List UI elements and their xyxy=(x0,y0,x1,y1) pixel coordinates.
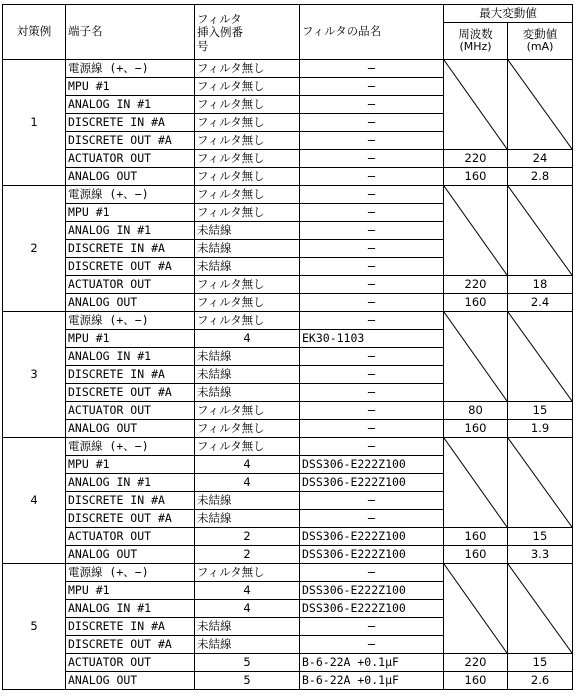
filter-part-name: DSS306-E222Z100 xyxy=(300,456,444,474)
terminal-name: ANALOG OUT xyxy=(66,546,195,564)
filter-example-no: フィルタ無し xyxy=(195,168,300,186)
change-value: 3.3 xyxy=(508,546,573,564)
filter-part-name: − xyxy=(300,60,444,78)
filter-part-name: B-6-22A +0.1μF xyxy=(300,672,444,690)
diag-change-value xyxy=(508,438,573,528)
measure-number: 5 xyxy=(3,564,66,690)
filter-example-no: 5 xyxy=(195,654,300,672)
change-value: 2.6 xyxy=(508,672,573,690)
change-value: 1.9 xyxy=(508,420,573,438)
terminal-name: ANALOG IN #1 xyxy=(66,600,195,618)
terminal-name: DISCRETE OUT #A xyxy=(66,384,195,402)
filter-example-no: 未結線 xyxy=(195,240,300,258)
measure-number: 1 xyxy=(3,60,66,186)
diag-change-value xyxy=(508,564,573,654)
filter-example-no: 未結線 xyxy=(195,258,300,276)
header-row xyxy=(3,5,573,23)
filter-part-name: DSS306-E222Z100 xyxy=(300,474,444,492)
filter-example-no: フィルタ無し xyxy=(195,564,300,582)
filter-example-no: 未結線 xyxy=(195,366,300,384)
table-row xyxy=(3,168,573,186)
terminal-name: ANALOG OUT xyxy=(66,294,195,312)
table-row xyxy=(3,546,573,564)
table-row xyxy=(3,420,573,438)
terminal-name: 電源線 (+、−) xyxy=(66,438,195,456)
terminal-name: DISCRETE OUT #A xyxy=(66,258,195,276)
header-terminal: 端子名 xyxy=(66,5,195,60)
terminal-name: MPU #1 xyxy=(66,330,195,348)
change-value: 15 xyxy=(508,654,573,672)
filter-part-name: DSS306-E222Z100 xyxy=(300,528,444,546)
terminal-name: ACTUATOR OUT xyxy=(66,402,195,420)
frequency-value: 80 xyxy=(444,402,508,420)
table-row xyxy=(3,528,573,546)
filter-example-no: フィルタ無し xyxy=(195,294,300,312)
filter-part-name: − xyxy=(300,384,444,402)
filter-part-name: DSS306-E222Z100 xyxy=(300,582,444,600)
terminal-name: MPU #1 xyxy=(66,456,195,474)
filter-example-no: 4 xyxy=(195,600,300,618)
diagonal-line xyxy=(508,312,572,401)
filter-part-name: B-6-22A +0.1μF xyxy=(300,654,444,672)
header-filter-no-line3: 号 xyxy=(197,38,209,53)
table-row xyxy=(3,564,573,582)
filter-example-no: 未結線 xyxy=(195,384,300,402)
terminal-name: 電源線 (+、−) xyxy=(66,312,195,330)
table-row xyxy=(3,402,573,420)
filter-part-name: − xyxy=(300,132,444,150)
terminal-name: ANALOG OUT xyxy=(66,672,195,690)
terminal-name: ACTUATOR OUT xyxy=(66,528,195,546)
change-value: 2.4 xyxy=(508,294,573,312)
filter-part-name: − xyxy=(300,402,444,420)
terminal-name: DISCRETE IN #A xyxy=(66,618,195,636)
change-value: 15 xyxy=(508,402,573,420)
header-change-value-unit: (mA) xyxy=(526,40,554,54)
table-row xyxy=(3,312,573,330)
filter-example-no: フィルタ無し xyxy=(195,96,300,114)
terminal-name: ANALOG OUT xyxy=(66,420,195,438)
filter-example-no: 未結線 xyxy=(195,222,300,240)
frequency-value: 160 xyxy=(444,528,508,546)
filter-example-no: 5 xyxy=(195,672,300,690)
header-frequency xyxy=(444,22,508,59)
filter-example-no: 未結線 xyxy=(195,618,300,636)
filter-example-no: フィルタ無し xyxy=(195,402,300,420)
table-row xyxy=(3,186,573,204)
diag-change-value xyxy=(508,312,573,402)
filter-part-name: DSS306-E222Z100 xyxy=(300,546,444,564)
change-value: 2.8 xyxy=(508,168,573,186)
header-filter-no-line1: フィルタ xyxy=(197,12,242,27)
header-max-change: 最大変動値 xyxy=(444,5,573,23)
filter-example-no: フィルタ無し xyxy=(195,132,300,150)
table-row xyxy=(3,150,573,168)
table-row xyxy=(3,438,573,456)
frequency-value: 220 xyxy=(444,654,508,672)
header-frequency-unit: (MHz) xyxy=(459,40,492,54)
frequency-value: 160 xyxy=(444,168,508,186)
diag-change-value xyxy=(508,60,573,150)
diagonal-line xyxy=(508,60,572,149)
change-value: 15 xyxy=(508,528,573,546)
change-value: 24 xyxy=(508,150,573,168)
terminal-name: 電源線 (+、−) xyxy=(66,564,195,582)
filter-part-name: − xyxy=(300,276,444,294)
header-change-value-label: 変動値 xyxy=(522,27,558,42)
diagonal-line xyxy=(444,312,507,401)
filter-example-no: 未結線 xyxy=(195,636,300,654)
filter-part-name: − xyxy=(300,240,444,258)
terminal-name: 電源線 (+、−) xyxy=(66,60,195,78)
filter-part-name: DSS306-E222Z100 xyxy=(300,600,444,618)
filter-part-name: − xyxy=(300,294,444,312)
measure-number: 2 xyxy=(3,186,66,312)
filter-example-no: フィルタ無し xyxy=(195,276,300,294)
document-page xyxy=(2,4,572,690)
terminal-name: ANALOG OUT xyxy=(66,168,195,186)
diagonal-line xyxy=(508,186,572,275)
filter-part-name: − xyxy=(300,564,444,582)
filter-part-name: − xyxy=(300,150,444,168)
filter-part-name: − xyxy=(300,492,444,510)
terminal-name: DISCRETE OUT #A xyxy=(66,636,195,654)
diag-frequency xyxy=(444,312,508,402)
measure-number: 4 xyxy=(3,438,66,564)
filter-part-name: − xyxy=(300,168,444,186)
change-value: 18 xyxy=(508,276,573,294)
terminal-name: ANALOG IN #1 xyxy=(66,96,195,114)
filter-example-no: フィルタ無し xyxy=(195,186,300,204)
filter-part-name: EK30-1103 xyxy=(300,330,444,348)
diagonal-line xyxy=(444,60,507,149)
terminal-name: ANALOG IN #1 xyxy=(66,348,195,366)
table-row xyxy=(3,276,573,294)
filter-example-no: 2 xyxy=(195,546,300,564)
diagonal-line xyxy=(444,438,507,527)
filter-part-name: − xyxy=(300,312,444,330)
terminal-name: DISCRETE OUT #A xyxy=(66,510,195,528)
filter-part-name: − xyxy=(300,114,444,132)
diag-frequency xyxy=(444,186,508,276)
diagonal-line xyxy=(508,438,572,527)
terminal-name: DISCRETE IN #A xyxy=(66,492,195,510)
filter-example-no: 4 xyxy=(195,330,300,348)
terminal-name: ACTUATOR OUT xyxy=(66,276,195,294)
filter-example-no: フィルタ無し xyxy=(195,60,300,78)
frequency-value: 220 xyxy=(444,276,508,294)
filter-part-name: − xyxy=(300,186,444,204)
frequency-value: 160 xyxy=(444,672,508,690)
table-row xyxy=(3,654,573,672)
filter-part-name: − xyxy=(300,348,444,366)
filter-example-no: 未結線 xyxy=(195,510,300,528)
table-row xyxy=(3,294,573,312)
terminal-name: DISCRETE IN #A xyxy=(66,240,195,258)
filter-part-name: − xyxy=(300,510,444,528)
diagonal-line xyxy=(444,564,507,653)
filter-part-name: − xyxy=(300,96,444,114)
header-measure: 対策例 xyxy=(3,5,66,60)
diag-change-value xyxy=(508,186,573,276)
terminal-name: DISCRETE IN #A xyxy=(66,114,195,132)
header-change-value xyxy=(508,22,573,59)
terminal-name: MPU #1 xyxy=(66,204,195,222)
frequency-value: 220 xyxy=(444,150,508,168)
table-body xyxy=(3,5,573,690)
terminal-name: DISCRETE IN #A xyxy=(66,366,195,384)
measure-number: 3 xyxy=(3,312,66,438)
frequency-value: 160 xyxy=(444,294,508,312)
filter-measures-table xyxy=(2,4,573,690)
filter-part-name: − xyxy=(300,222,444,240)
terminal-name: ANALOG IN #1 xyxy=(66,474,195,492)
terminal-name: ACTUATOR OUT xyxy=(66,654,195,672)
terminal-name: ANALOG IN #1 xyxy=(66,222,195,240)
filter-example-no: フィルタ無し xyxy=(195,204,300,222)
filter-example-no: フィルタ無し xyxy=(195,78,300,96)
filter-example-no: フィルタ無し xyxy=(195,114,300,132)
diag-frequency xyxy=(444,60,508,150)
filter-example-no: フィルタ無し xyxy=(195,312,300,330)
frequency-value: 160 xyxy=(444,420,508,438)
filter-example-no: 4 xyxy=(195,582,300,600)
filter-example-no: 2 xyxy=(195,528,300,546)
header-filter-no-line2: 挿入例番 xyxy=(197,25,243,40)
header-filter-no xyxy=(195,5,300,60)
filter-part-name: − xyxy=(300,636,444,654)
header-frequency-label: 周波数 xyxy=(458,27,493,42)
diagonal-line xyxy=(444,186,507,275)
terminal-name: ACTUATOR OUT xyxy=(66,150,195,168)
filter-example-no: 未結線 xyxy=(195,492,300,510)
filter-part-name: − xyxy=(300,618,444,636)
filter-part-name: − xyxy=(300,204,444,222)
frequency-value: 160 xyxy=(444,546,508,564)
filter-example-no: フィルタ無し xyxy=(195,438,300,456)
filter-part-name: − xyxy=(300,258,444,276)
terminal-name: 電源線 (+、−) xyxy=(66,186,195,204)
filter-example-no: 4 xyxy=(195,474,300,492)
terminal-name: MPU #1 xyxy=(66,78,195,96)
diag-frequency xyxy=(444,438,508,528)
table-row xyxy=(3,60,573,78)
filter-part-name: − xyxy=(300,366,444,384)
filter-part-name: − xyxy=(300,438,444,456)
header-filter-part: フィルタの品名 xyxy=(300,5,444,60)
terminal-name: DISCRETE OUT #A xyxy=(66,132,195,150)
filter-part-name: − xyxy=(300,78,444,96)
filter-example-no: 4 xyxy=(195,456,300,474)
filter-example-no: フィルタ無し xyxy=(195,150,300,168)
filter-example-no: 未結線 xyxy=(195,348,300,366)
filter-example-no: フィルタ無し xyxy=(195,420,300,438)
diagonal-line xyxy=(508,564,572,653)
table-row xyxy=(3,672,573,690)
diag-frequency xyxy=(444,564,508,654)
filter-part-name: − xyxy=(300,420,444,438)
terminal-name: MPU #1 xyxy=(66,582,195,600)
